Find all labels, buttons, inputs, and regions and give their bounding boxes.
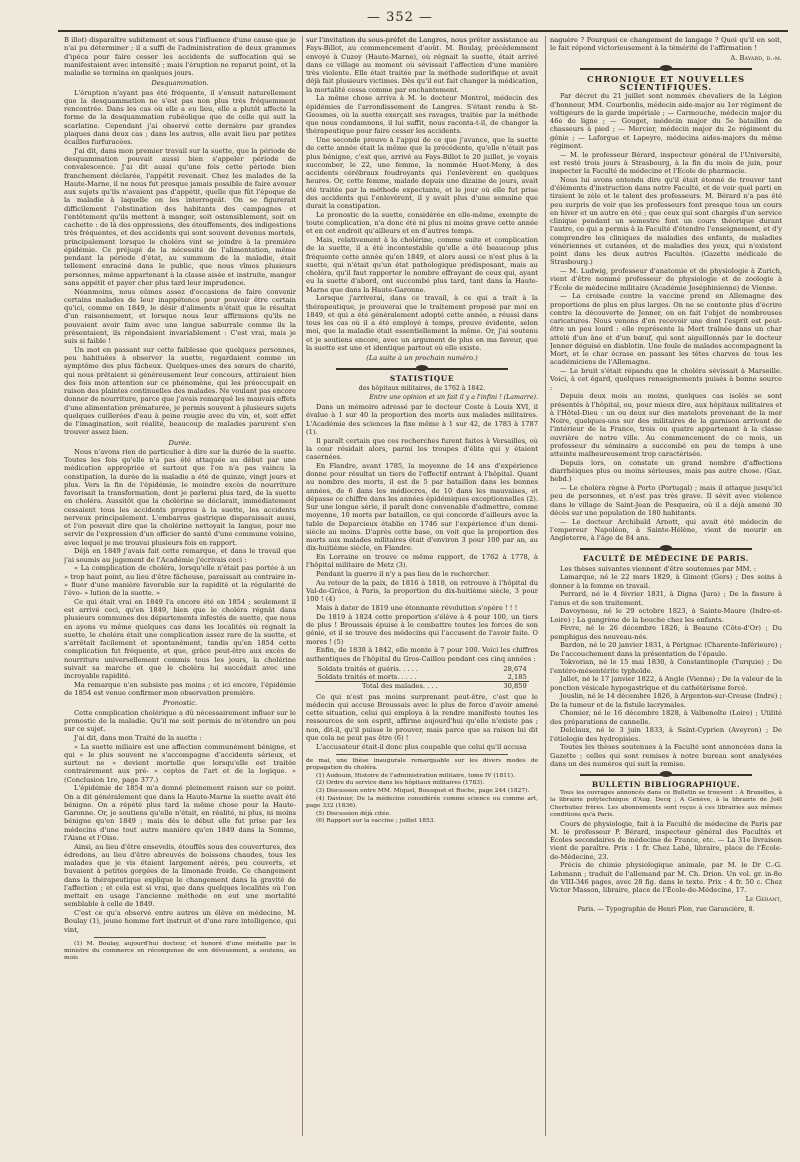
column-3 bbox=[550, 36, 782, 1136]
thesis-entry: Jallet, né le 17 janvier 1822, à Angle (Vienne) ; De la valeur de la ponction vésicale hypogastrique et du cathétérisme forcé. bbox=[550, 675, 782, 692]
section-heading-desquammation: Desquammation. bbox=[151, 79, 209, 88]
paragraph: Enfin, de 1838 à 1842, elle monte à 7 pour 100. Voici les chiffres authentiques de l'hôpital du Gros-Caillou pendant ces cinq années : bbox=[306, 646, 538, 663]
thesis-entry: Fèvre, né le 26 décembre 1826, à Beaune (Côte-d'Or) ; Du pemphigus des nouveau-nés. bbox=[550, 624, 782, 641]
paragraph: L'éruption n'ayant pas été fréquente, il s'ensuit naturellement que la desquammation ne s'est pas non plus très fréquemment rencontrée. Dans les cas où elle a eu lieu, elle a plutôt affecté la forme de la desquammation rubéolique que de celle qui suit la scarlatine. Cependant j'ai observé cette dernière par grandes plaques dans deux cas ; dans les autres, elle avait lieu par petites écailles furfuracées. bbox=[64, 88, 296, 146]
table-cell-label: Soldats traités et guéris. . . . . bbox=[317, 664, 418, 673]
footnote: (1) M. Boulay, aujourd'hui docteur, et honoré d'une médaille par le ministre du commerce en récompense de son dévouement, a soutenu, au mois bbox=[64, 940, 296, 962]
paragraph: Depuis lors, on constate un grand nombre d'affections diarrhéiques plus ou moins sérieuses, mais pas autre chose. (Gaz. hebd.) bbox=[550, 458, 782, 484]
footnote: de mai, une thèse inaugurale remarquable sur les divers modes de propagation du choléra. bbox=[306, 757, 538, 771]
footnote: (3) Discussion entre MM. Miquel, Bousquet et Roche, page 244 (1827). bbox=[316, 788, 530, 795]
bibliography-entry: Précis de chimie physiologique animale, par M. le Dr C.-G. Lehmann ; traduit de l'allemand par M. Ch. Drion. Un vol. gr. in-8o de VIII-346 pages, avec 28 fig. dans le texte. Prix : 4 fr. 50 c. Chez Victor Masson, libraire, place de l'École-de-Médecine, 17. bbox=[550, 861, 782, 895]
footnote-rule bbox=[336, 754, 508, 755]
paragraph: — Le bruit s'était répandu que le choléra sévissait à Marseille. Voici, à cet égard, quelques renseignements puisés à bonne source : bbox=[550, 367, 782, 392]
paragraph: Il paraît certain que ces recherches furent faites à Versailles, où la cour résidait alors, parmi les troupes d'élite qui y étaient casernées. bbox=[306, 436, 538, 461]
paragraph: J'ai dit, dans mon Traité de la suette : bbox=[74, 733, 202, 742]
table-row bbox=[315, 665, 528, 673]
paragraph: Une seconde preuve à l'appui de ce que j'avance, que la suette de cette année était la même que la précédente, qu'elle n'était pas plus bénigne, c'est que, arrivé au Fays-Billot le 20 juillet, je voyais succomber, le 22, une femme, la nommée Huot-Mony, à des accidents cérébraux foudroyants qui l'enlevèrent en quelques heures. Or, cette femme, malade depuis une dizaine de jours, avait été traitée par la méthode expectante, et le jour où elle fut prise des accidents qui l'enlevèrent, il y avait plus d'une semaine que durait la constipation. bbox=[306, 136, 538, 210]
paragraph: Par décret du 21 juillet sont nommés chevaliers de la Légion d'honneur, MM. Courbonlis, médecin aide-major au 1er régiment de voltigeurs de la garde impériale ; — Carmouche, médecin major du 46e de ligne ; — Gouget, médecin major du 5e bataillon de chasseurs à pied ; — Mercier, médecin major du 2e régiment du génie ; — Laforgue et Lapeyre, médecins aides-majors du même régiment. bbox=[550, 92, 782, 150]
paragraph: En Flandre, avant 1785, la moyenne de 14 ans d'expérience donne pour résultat un tiers de l'effectif entrant à l'hôpital. Quant au nombre des morts, il est de 5 par bataillon dans les bonnes années, de 6 dans les médiocres, de 10 dans les mauvaises, et dépasse ce chiffre dans les années épidémiques exceptionnelles (2). Sur une longue série, il paraît donc convenable d'admettre, comme moyenne, 10 morts par bataillon, ce qui concorde d'ailleurs avec la table de Deparcieux établie en 1746 sur l'expérience d'un demi-siècle au moins. D'après cette base, on voit que la proportion des morts aux malades militaires était d'environ 3 pour 100 par an, au dix-huitième siècle, en Flandre. bbox=[306, 461, 538, 553]
header-rule bbox=[58, 30, 788, 32]
thesis-entry: Bardon, né le 20 janvier 1831, à Pérignac (Charente-Inférieure) ; De l'accouchement dans la présentation de l'épaule. bbox=[550, 641, 782, 658]
paragraph: Cette complication cholérique a dû nécessairement influer sur le pronostic de la maladie. Qu'il me soit permis de m'étendre un peu sur ce sujet. bbox=[64, 708, 296, 733]
footnote-rule bbox=[94, 937, 266, 938]
column-1 bbox=[64, 36, 296, 1136]
thesis-entry: Davoyneau, né le 29 octobre 1823, à Sainte-Maure (Indre-et-Loire) ; La gangrène de la bouche chez les enfants. bbox=[550, 607, 782, 624]
section-title-bulletin: BULLETIN BIBLIOGRAPHIQUE. bbox=[591, 780, 741, 789]
paragraph: Déjà en 1849 j'avais fait cette remarque, et dans le travail que j'ai soumis au jugement de l'Académie j'écrivais ceci : bbox=[64, 547, 296, 564]
paragraph: — La croisade contre la vaccine prend en Allemagne des proportions de plus en plus larges. On ne se contente plus d'écrire contre la découverte de Jenner, on en fait l'objet de nombreuses caricatures. Nous venons d'en recevoir une dont l'esprit est peut-être un peu lourd : elle représente la Mort traînée dans un char attelé d'un âne et d'un bœuf, qui sont aiguillonnés par le docteur Jenner déguisé en diablotin. Une foule de malades accompagnent la Mort, et le char écrase en passant les têtes charves de tous les académiciens de l'Allemagne. bbox=[550, 292, 782, 367]
footnote: (2) Ordre du service dans les hôpitaux militaires (1783). bbox=[316, 780, 485, 787]
paragraph: Nous lui avons entendu dire qu'il était étonné de trouver tant d'éléments d'instruction dans notre Faculté, et de voir quel parti en tiraient le zèle et le talent des professeurs. M. Bérard n'a pas été peu surpris de voir que les professeurs font presque tous un cours en hiver et un autre en été ; que ceux qui sont chargés d'un service clinique pendant un semestre font un cours théorique durant l'autre, ce qui a permis à la Faculté d'étendre l'enseignement, et d'y comprendre les cliniques de maladies des enfants, de maladies vénériennes et cutanées, et de maladies des yeux, qui n'existent point dans les deux autres Facultés. (Gazette médicale de Strasbourg.) bbox=[550, 175, 782, 267]
author-signature: A. Bayard, d.-m. bbox=[730, 53, 782, 62]
section-heading-duree: Durée. bbox=[168, 438, 192, 447]
bulletin-note: Tous les ouvrages annoncés dans ce Bulletin se trouvent : A Bruxelles, à la librairie polytechnique d'Aug. Decq ; A Genève, à la librairie de Joël Cherbuliez frères. Les abonnements sont reçus à ces librairies aux mêmes conditions qu'à Paris. bbox=[550, 790, 782, 818]
table-cell-value: 2,185 bbox=[507, 673, 527, 681]
paragraph: En Lorraine on trouve ce même rapport, de 1762 à 1778, à l'hôpital militaire de Metz (3). bbox=[306, 553, 538, 570]
printer-imprint: Paris. — Typographie de Henri Plon, rue Garancière, 8. bbox=[577, 905, 755, 913]
thesis-entry: Chomier, né le 16 décembre 1828, à Valbenoîte (Loire) ; Utilité des préparations de cannelle. bbox=[550, 709, 782, 726]
paragraph: sur l'invitation du sous-préfet de Langres, nous prêter assistance au Fays-Billot, au commencement d'août. M. Boulay, précédemment envoyé à Cuzey (Haute-Marne), où régnait la suette, était arrivé dans ce village au moment où sévissait l'affection d'une manière très violente. Elle était traitée par la méthode sudorifique et avait déjà fait plusieurs victimes. Dès qu'il eut fait changer la médication, la mortalité cessa comme par enchantement. bbox=[306, 36, 538, 94]
paragraph: Ainsi, au lieu d'être ensevelis, étouffés sous des couvertures, des édredons, au lieu d'être abreuvés de boissons chaudes, tous les malades que je vis étaient largement aérés, peu couverts, et buvaient à petites gorgées de la limonade froide. Ce changement dans la thérapeutique explique le changement dans la gravité de l'affection ; et cela est si vrai, que dans quelques localités où l'on mettait en usage l'ancienne méthode on eut une mortalité semblable à celle de 1849. bbox=[64, 842, 296, 909]
paragraph: Dans un mémoire adressé par le docteur Coste à Louis XVI, il évalue à 1 sur 40 la proportion des morts aux malades militaires. L'Académie des sciences la fixe même à 1 sur 42, de 1783 à 1787 (1). bbox=[306, 403, 538, 436]
page-number: — 352 — bbox=[366, 10, 434, 25]
article-subtitle: des hôpitaux militaires, de 1762 à 1842. bbox=[358, 384, 486, 392]
table-cell-label: Soldats traités et morts. . . . . bbox=[317, 673, 417, 681]
footnote: (6) Rapport sur la vaccine ; juillet 1853. bbox=[316, 818, 436, 825]
section-title-faculte: FACULTÉ DE MÉDECINE DE PARIS. bbox=[583, 554, 749, 564]
paragraph: L'accusateur était-il donc plus coupable que celui qu'il accusa bbox=[316, 742, 527, 751]
table-total-row bbox=[315, 682, 528, 691]
paragraph: — M. Ludwig, professeur d'anatomie et de physiologie à Zurich, vient d'être nommé professeur de physiologie et de zoologie à l'École de médecine militaire (Académie Joséphinienne) de Vienne. bbox=[550, 267, 782, 292]
footnote: (1) Audouin, Histoire de l'administration militaire, tome IV (1811). bbox=[316, 772, 515, 779]
section-ornament bbox=[550, 545, 782, 552]
column-2 bbox=[306, 36, 538, 1136]
paragraph: Lorsque j'arriverai, dans ce travail, à ce qui a trait à la thérapeutique, je prouverai que le traitement proposé par moi en 1849, et qui a été généralement adopté cette année, a réussi dans tous les cas où il a été employé à temps, preuve évidente, selon moi, que la maladie était essentiellement la même. Or, j'ai soutenu et je soutiens encore, avec un argument de plus en ma faveur, que la suette est une et identique partout où elle existe. bbox=[306, 294, 538, 352]
table-total-value: 30,859 bbox=[484, 682, 528, 691]
paragraph: La même chose arriva à M. le docteur Montrol, médecin des épidémies de l'arrondissement de Langres. S'étant rendu à St-Geosmes, où la suette exerçait ses ravages, traitée par la méthode que nous condamnons, il lui suffit, nous raconta-t-il, de changer la thérapeutique pour faire cesser les accidents. bbox=[306, 94, 538, 136]
paragraph: De 1819 à 1824 cette proportion s'élève à 4 pour 100, un tiers de plus ! Broussais épuise à le combattre toutes les forces de son génie, et il se trouve des médecins qui l'accusent de l'avoir faite. O mores ! (5) bbox=[306, 612, 538, 646]
bibliography-entry: Cours de physiologie, fait à la Faculté de médecine de Paris par M. le professeur P. Bérard, inspecteur général des Facultés et Écoles secondaires de médecine de France, etc. — La 31e livraison vient de paraître. Prix : 1 fr. Chez Labé, libraire, place de l'École-de-Médecine, 23. bbox=[550, 819, 782, 861]
paragraph: — Le choléra règne à Porto (Portugal) ; mais il attaque jusqu'ici peu de personnes, et n'est pas très grave. Il sévit avec violence dans le village de Saint-Jean de Pesqueira, où il a déjà amené 30 décès sur une population de 180 habitants. bbox=[550, 484, 782, 517]
paragraph: Au retour de la paix, de 1816 à 1818, on retrouve à l'hôpital du Val-de-Grâce, à Paris, la proportion du dix-huitième siècle, 3 pour 100 ! (4) bbox=[306, 578, 538, 604]
paragraph: Néanmoins, nous eûmes assez d'occasions de faire convenir certains malades de leur inappétence pour pouvoir être certain qu'ici, comme en 1849, le désir d'aliments n'était que le résultat d'un raisonnement, et lorsque nous leur affirmions qu'ils ne pouvaient avoir faim avec une langue saburrale comme ils la présentaient, ils répondaient invariablement : C'est vrai, mais je suis si faible ! bbox=[64, 287, 296, 345]
paragraph: — Le docteur Archibald Arnott, qui avait été médecin de l'empereur Napoléon, à Sainte-Hélène, vient de mourir en Angleterre, à l'âge de 84 ans. bbox=[550, 517, 782, 542]
paragraph: Mais, relativement à la cholérine, comme suite et complication de la suette, il a été incontestable qu'elle a été beaucoup plus fréquente cette année qu'en 1849, et alors aussi ce n'est plus à la suette, qui n'était qu'un état pathologique prédisposant, mais au choléra, qu'il faut rapporter le nombre effrayant de ceux qui, ayant eu la suette d'abord, ont succombé plus tard, tant dans la Haute-Marne que dans la Haute-Garonne. bbox=[306, 236, 538, 294]
table-total-label: Total des malades. . . . bbox=[315, 682, 484, 691]
thesis-entry: Jouslin, né le 14 décembre 1826, à Argenton-sur-Creuse (Indre) ; De la tumeur et de la fistule lacrymales. bbox=[550, 692, 782, 709]
paragraph: Toutes les thèses soutenues à la Faculté sont annoncées dans la Gazette ; celles qui sont remises à notre bureau sont analysées dans un des numéros qui suit la remise. bbox=[550, 743, 782, 768]
paragraph: naguère ? Pourquoi ce changement de langage ? Quoi qu'il en soit, le fait répond victorieusement à la témérité de l'affirmation ! bbox=[550, 36, 782, 53]
statistics-table bbox=[315, 665, 528, 691]
thesis-entry: Delclaux, né le 3 juin 1833, à Saint-Cyprien (Aveyron) ; De l'étiologie des hydropisies. bbox=[550, 726, 782, 743]
paragraph: Les thèses suivantes viennent d'être soutenues par MM. : bbox=[560, 564, 756, 573]
gerant-label: Le Gérant, bbox=[745, 895, 782, 904]
paragraph: Ce qui était vrai en 1849 l'a encore été en 1854 ; seulement il est arrivé ceci, qu'en 1849, bien que le choléra régnât dans plusieurs communes des départements infestés de suette, que nous en ayons vu même quelques cas dans les localités où régnait la suette, le choléra était une complication assez rare de la suette, et s'arrêtait facilement et spontanément, tandis qu'en 1854 cette complication fut fréquente, et que, grâce peut-être aux excès de nourriture universellement commis tous les jours, la cholérine suivait sa marche et que le choléra lui succédait avec une incroyable rapidité. bbox=[64, 597, 296, 680]
paragraph: C'est ce qu'a observé entre autres un élève en médecine, M. Boulay (1), jeune homme fort instruit et d'une rare intelligence, qui vint, bbox=[64, 909, 296, 934]
paragraph: B illot) disparaître subitement et sous l'influence d'une cause que je n'ai pu déterminer ; il a suffi de l'administration de deux grammes d'ipéca pour faire cesser les accidents de suffocation qui se manifestaient avec intensité ; mais l'éruption ne reparut point, et la maladie se termina en quelques jours. bbox=[64, 36, 296, 77]
paragraph: Pendant la guerre il n'y a pas lieu de le rechercher. bbox=[316, 570, 490, 578]
table-row bbox=[315, 673, 528, 682]
paragraph: Mais à dater de 1819 une étonnante révolution s'opère ! ! ! bbox=[316, 604, 518, 612]
section-ornament bbox=[306, 365, 538, 372]
section-title-chronique: CHRONIQUE ET NOUVELLES SCIENTIFIQUES. bbox=[586, 73, 746, 92]
paragraph: — M. le professeur Bérard, inspecteur général de l'Université, est resté trois jours à Strasbourg, à la fin du mois de juin, pour inspecter la Faculté de médecine et l'École de pharmacie. bbox=[550, 150, 782, 175]
section-ornament bbox=[550, 65, 782, 72]
thesis-entry: Lamarque, né le 22 mars 1829, à Gimont (Gers) ; Des soins à donner à la femme en travail. bbox=[550, 573, 782, 590]
paragraph: Le pronostic de la suette, considérée en elle-même, exempte de toute complication, n'a donc été ni plus ni moins grave cette année et en cet endroit qu'ailleurs et en d'autres temps. bbox=[306, 210, 538, 236]
section-ornament bbox=[550, 771, 782, 778]
footnote: (5) Discussion déjà citée. bbox=[316, 810, 391, 817]
column-divider bbox=[545, 36, 546, 1136]
continuation-note: (La suite à un prochain numéro.) bbox=[366, 354, 478, 362]
article-title-statistique: STATISTIQUE bbox=[389, 374, 455, 384]
footnote: (4) Davinier, De la médecine considérée comme science ou comme art, page 332 (1836). bbox=[306, 795, 538, 809]
column-divider bbox=[302, 36, 303, 1136]
paragraph: J'ai dit, dans mon premier travail sur la suette, que la période de desquammation pouvait aussi bien s'appeler période de convalescence. J'ai dit aussi qu'une fois cette période bien franchement déclarée, l'appétit revenait. Chez les malades de la Haute-Marne, il ne nous fut presque jamais possible de faire avouer aux sujets qu'ils n'avaient pas d'appétit, quelle que fût l'époque de la maladie à laquelle on les interrogeât. On se figurerait difficilement l'obstination des habitants des campagnes et l'entêtement qu'ils mettent à manger, soit ostensiblement, soit en cachette : de là des oppressions, des étouffements, des indigestions très fréquentes, et des accidents qui sont souvent devenus mortels, principalement lorsque le choléra vint se joindre à la première épidémie. Ce préjugé de la nécessité de l'alimentation, même pendant la période d'état, au summum de la maladie, était tellement enraciné dans le public, que nous vîmes plusieurs personnes, même appartenant à la classe aisée et instruite, manger sans appétit et payer cher plus tard leur imprudence. bbox=[64, 146, 296, 287]
table-cell-value: 28,674 bbox=[503, 664, 527, 673]
paragraph: Nous n'avons rien de particulier à dire sur la durée de la suette. Toutes les fois qu'elle n'a pas été attaquée au début par une médication appropriée et surtout que l'on n'a pas vaincu la constipation, la durée de la maladie a été de quinze, vingt jours et plus. Vers la fin de l'épidémie, le moindre excès de nourriture favorisait la transformation, dont je parlerai plus tard, de la suette en choléra. Aussitôt que la cholérine se déclarait, immédiatement cessaient tous les accidents propres à la suette, les accidents nerveux principalement. L'embarras gastrique disparaissait aussi, et l'on pouvait dire que la cholérine nettoyait la langue, pour me servir de l'expression d'un officier de santé d'une commune voisine, avec lequel je me trouvai plusieurs fois en rapport. bbox=[64, 447, 296, 547]
thesis-entry: Perrard, né le 4 février 1831, à Digna (Jura) ; De la fissure à l'anus et de son traitement. bbox=[550, 590, 782, 607]
epigraph: Entre une opinion et un fait il y a l'infini ! (Lamarre). bbox=[369, 393, 538, 401]
paragraph: Un mot en passant sur cette faiblesse que quelques personnes, peu habituées à observer la suette, regardaient comme un symptôme des plus fâcheux. Quelques-unes des sœurs de charité, qui nous prêtaient si généreusement leur concours, attiraient bien des fois mon attention sur ce phénomène, qui les préoccupait en raison des plaintes continuelles des malades. Ne voulant pas encore donner de nourriture, parce que j'avais remarqué les mauvais effets d'une alimentation prématurée, je permis souvent à plusieurs sujets quelques cuillerées d'eau à peine rougie avec du vin, et, soit effet de l'imagination, soit réalité, beaucoup de malades parurent s'en trouver assez bien. bbox=[64, 345, 296, 437]
paragraph: Ce qui n'est pas moins surprenant peut-être, c'est que le médecin qui accuse Broussais avec le plus de force d'avoir amené cette situation, celui qui employa à la rendre manifeste toutes les ressources de son esprit, affirme aujourd'hui qu'elle n'existe pas ; non, dit-il, qu'il puisse le prouver, mais parce que sa raison lui dit que cela ne peut pas être (6) ! bbox=[306, 692, 538, 742]
section-heading-pronostic: Pronostic. bbox=[162, 699, 198, 708]
paragraph: Ma remarque n'en subsiste pas moins ; et ici encore, l'épidémie de 1854 est venue confirmer mon observation première. bbox=[64, 680, 296, 697]
paragraph: Depuis deux mois au moins, quelques cas isolés se sont présentés à l'hôpital, ou, pour mieux dire, aux hôpitaux militaires et à l'Hôtel-Dieu : un ou deux sur des matelots provenant de la mer Noire, quelques-uns sur des militaires de la garnison arrivant de l'intérieur de la France, trois ou quatre appartenant à la classe ouvrière de notre ville. Au commencement de ce mois, un professeur du séminaire a succombé en peu de temps à une atteinte malheureusement trop caractérisée. bbox=[550, 392, 782, 458]
quote-paragraph: « La suette miliaire est une affection communément bénigne, et qui » le plus souvent ne s'accompagne d'accidents sérieux, et surtout ne » devient mortelle que lorsqu'elle est traitée contrairement aux pré- » ceptes de l'art et de la logique. » (Conclusion 1re, page 377.) bbox=[64, 742, 296, 784]
quote-paragraph: « La complication de choléra, lorsqu'elle n'était pas portée à un » trop haut point, au lieu d'être fâcheuse, paraissait au contraire in- » fluer d'une manière favorable sur la rapidité et la régularité de l'évo- » lution de la suette. » bbox=[64, 564, 296, 597]
thesis-entry: Tokvorian, né le 15 mai 1830, à Constantinople (Turquie) ; De l'entéro-mésentérite typhoïde. bbox=[550, 658, 782, 675]
paragraph: L'épidémie de 1854 m'a donné pleinement raison sur ce point. On a dit généralement que dans la Haute-Marne la suette avait été bénigne. On a répété plus tard la même chose pour la Haute-Garonne. Or, je soutiens qu'elle n'était, en réalité, ni plus, ni moins bénigne qu'en 1849 ; mais dès le début elle fut prise par les médecins d'une tout autre manière qu'en 1849 dans la Somme, l'Aisne et l'Oise. bbox=[64, 784, 296, 842]
